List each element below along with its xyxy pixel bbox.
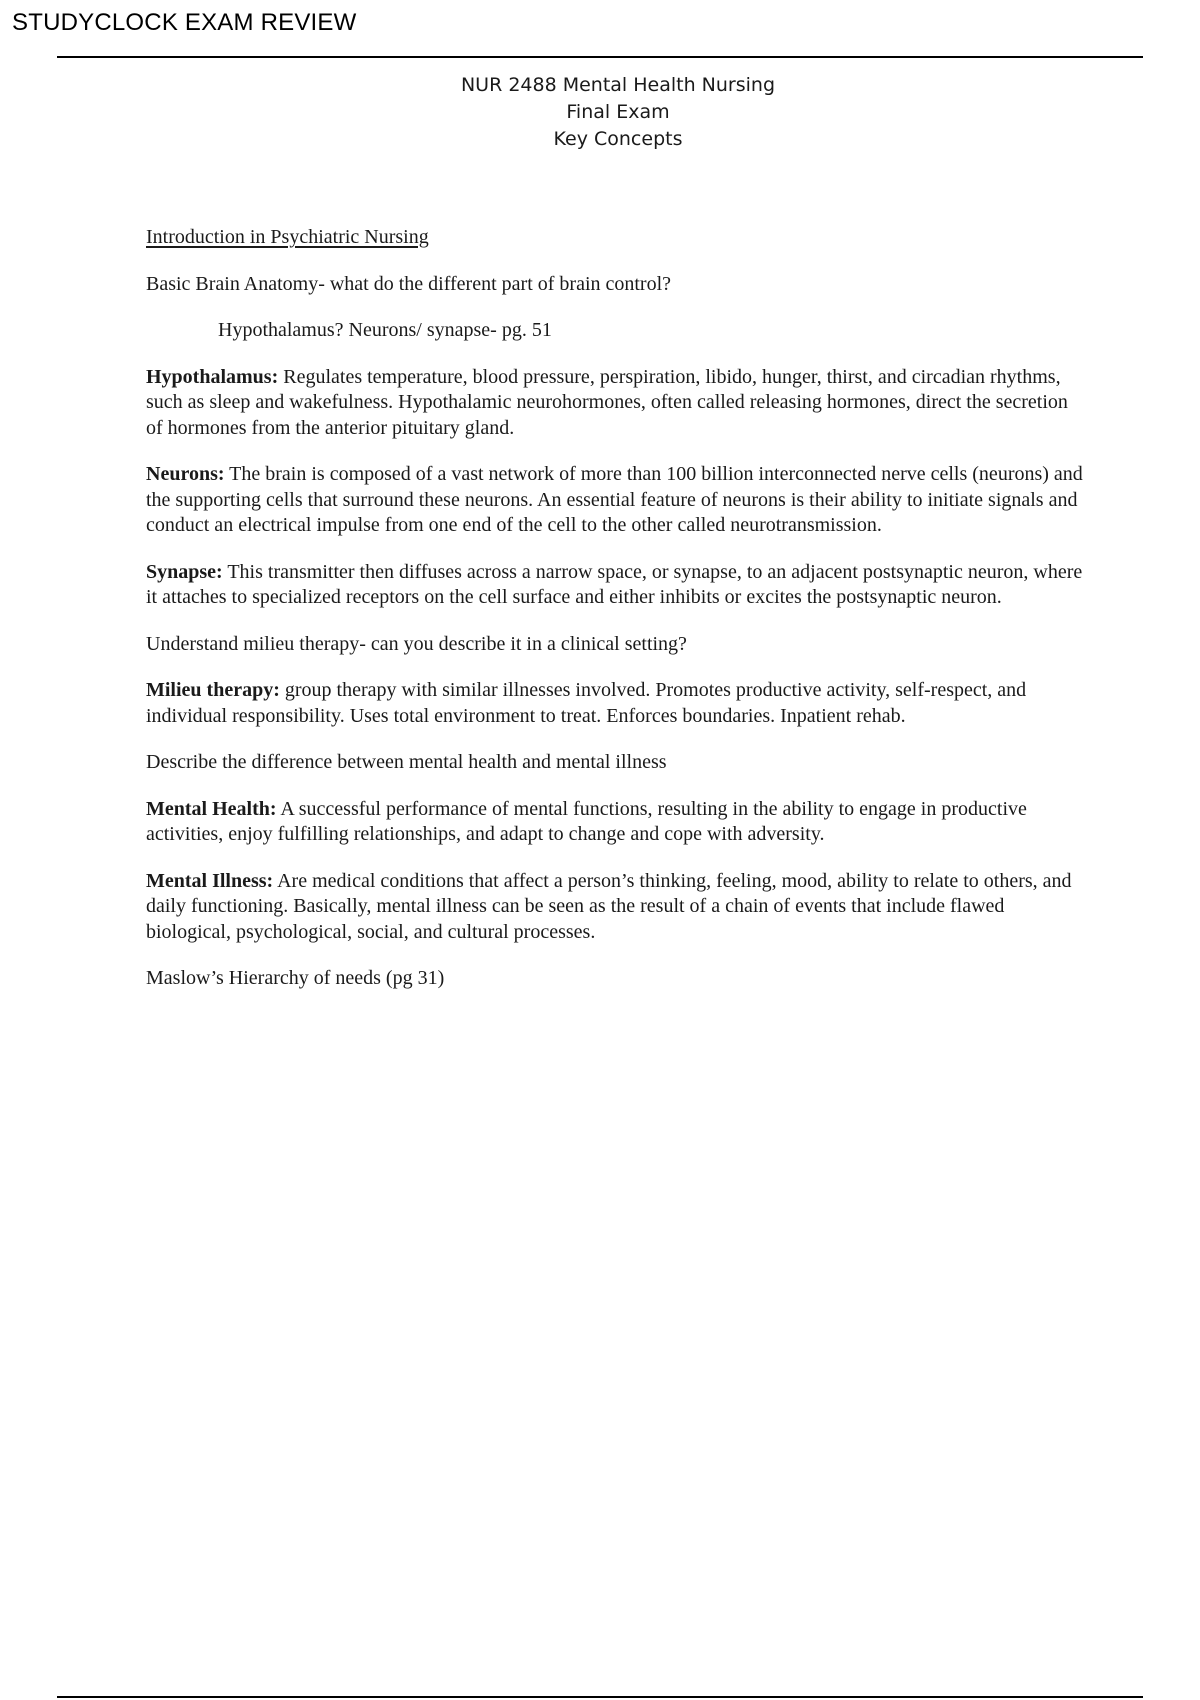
term-hypothalamus: Hypothalamus: [146,365,279,388]
exam-title: Final Exam [566,101,670,123]
section-heading: Introduction in Psychiatric Nursing [146,226,429,248]
question-milieu-therapy: Understand milieu therapy- can you describe it in a clinical setting? [146,632,687,655]
definition-mental-illness [146,869,1086,946]
document-body [146,225,1086,1013]
definition-neurons-text: The brain is composed of a vast network of more than 100 billion interconnected nerve cells (neurons) and the supporting cells that surround these neurons. An essential feature of neurons is their ability to initiate signals and conduct an electrical impulse from one end of the cell to the other called neurotransmission. [146,463,1083,536]
bottom-divider [57,1696,1143,1698]
document-subtitle: Key Concepts [553,128,683,150]
term-milieu-therapy: Milieu therapy: [146,679,280,701]
top-divider [57,56,1143,58]
course-title: NUR 2488 Mental Health Nursing [460,74,776,96]
definition-mental-health [146,797,1086,848]
term-neurons: Neurons: [146,463,225,485]
question-brain-anatomy: Basic Brain Anatomy- what do the different part of brain control? [146,272,672,295]
definition-mental-health-text: A successful performance of mental functions, resulting in the ability to engage in productive activities, enjoy fulfilling relationships, and adapt to change and cope with adversity. [146,797,1027,845]
definition-synapse [146,560,1086,611]
question-maslow-hierarchy: Maslow’s Hierarchy of needs (pg 31) [146,967,445,989]
definition-synapse-text: This transmitter then diffuses across a narrow space, or synapse, to an adjacent postsynaptic neuron, where it attaches to specialized receptors on the cell surface and either inhibits or excites the postsynaptic neuron. [146,560,1083,608]
definition-milieu-therapy-text: group therapy with similar illnesses involved. Promotes productive activity, self-respect, and individual responsibility. Uses total environment to treat. Enforces boundaries. Inpatient rehab. [146,679,1027,727]
definition-hypothalamus [146,365,1086,442]
definition-neurons [146,462,1086,539]
header-banner-title: STUDYCLOCK EXAM REVIEW [12,9,357,36]
term-mental-illness: Mental Illness: [146,869,274,892]
definition-milieu-therapy [146,678,1086,729]
question-mental-health-vs-illness: Describe the difference between mental health and mental illness [146,751,667,773]
term-synapse: Synapse: [146,560,223,583]
document-title-block [0,72,1200,153]
term-mental-health: Mental Health: [146,797,277,820]
question-brain-subtopics: Hypothalamus? Neurons/ synapse- pg. 51 [218,319,552,341]
definition-hypothalamus-text: Regulates temperature, blood pressure, perspiration, libido, hunger, thirst, and circadian rhythms, such as sleep and wakefulness. Hypothalamic neurohormones, often called releasing hormones, direct the secretion of hormones from the anterior pituitary gland. [146,365,1068,439]
definition-mental-illness-text: Are medical conditions that affect a person’s thinking, feeling, mood, ability to relate to others, and daily functioning. Basically, mental illness can be seen as the result of a chain of events that include flawed biological, psychological, social, and cultural processes. [146,869,1072,943]
